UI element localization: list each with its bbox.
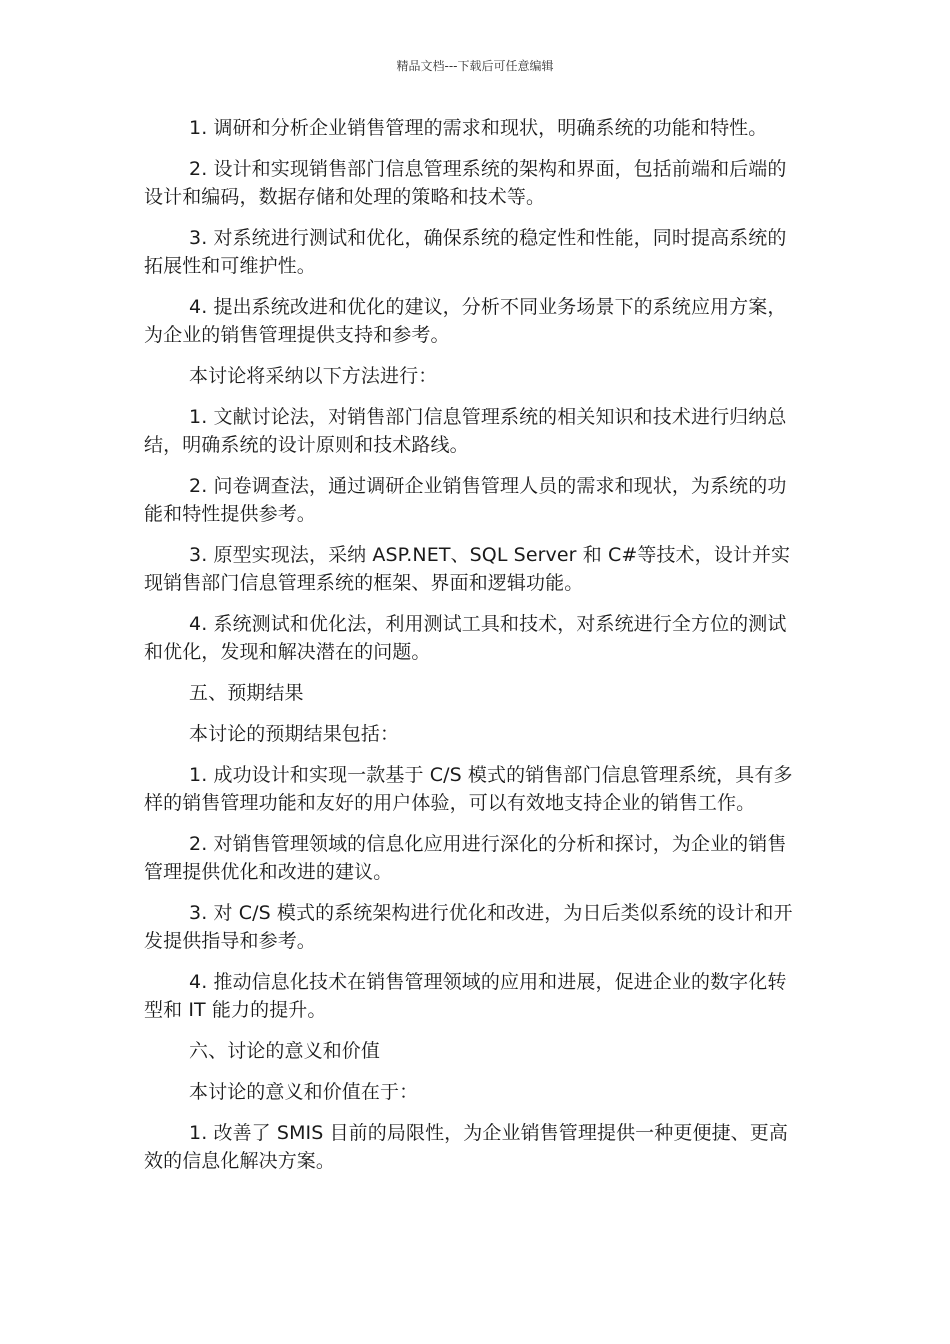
paragraph: 3. 对系统进行测试和优化，确保系统的稳定性和性能，同时提高系统的拓展性和可维护性。 [144,227,787,277]
paragraph: 1. 改善了 SMIS 目前的局限性，为企业销售管理提供一种更便捷、更高效的信息化解决方案。 [144,1122,788,1172]
section-heading: 六、讨论的意义和价值 [189,1040,381,1062]
paragraph: 2. 对销售管理领域的信息化应用进行深化的分析和探讨，为企业的销售管理提供优化和改进的建议。 [144,833,787,883]
paragraph: 4. 推动信息化技术在销售管理领域的应用和进展，促进企业的数字化转型和 IT 能力的提升。 [144,971,787,1021]
paragraph: 3. 原型实现法，采纳 ASP.NET、SQL Server 和 C#等技术，设计并实现销售部门信息管理系统的框架、界面和逻辑功能。 [144,544,791,594]
paragraph: 1. 成功设计和实现一款基于 C/S 模式的销售部门信息管理系统，具有多样的销售管理功能和友好的用户体验，可以有效地支持企业的销售工作。 [144,764,793,814]
document-body [144,114,804,1188]
paragraph: 4. 系统测试和优化法，利用测试工具和技术，对系统进行全方位的测试和优化，发现和解决潜在的问题。 [144,613,787,663]
paragraph: 1. 调研和分析企业销售管理的需求和现状，明确系统的功能和特性。 [189,117,768,139]
paragraph: 4. 提出系统改进和优化的建议，分析不同业务场景下的系统应用方案，为企业的销售管理提供支持和参考。 [144,296,787,346]
page-header: 精品文档---下载后可任意编辑 [396,59,554,73]
paragraph: 2. 问卷调查法，通过调研企业销售管理人员的需求和现状，为系统的功能和特性提供参考。 [144,475,787,525]
paragraph: 本讨论的意义和价值在于： [189,1081,419,1103]
paragraph: 本讨论将采纳以下方法进行： [189,365,438,387]
section-heading: 五、预期结果 [189,682,304,704]
paragraph: 本讨论的预期结果包括： [189,723,400,745]
paragraph: 2. 设计和实现销售部门信息管理系统的架构和界面，包括前端和后端的设计和编码，数据存储和处理的策略和技术等。 [144,158,787,208]
paragraph: 3. 对 C/S 模式的系统架构进行优化和改进，为日后类似系统的设计和开发提供指导和参考。 [144,902,793,952]
paragraph: 1. 文献讨论法，对销售部门信息管理系统的相关知识和技术进行归纳总结，明确系统的设计原则和技术路线。 [144,406,787,456]
